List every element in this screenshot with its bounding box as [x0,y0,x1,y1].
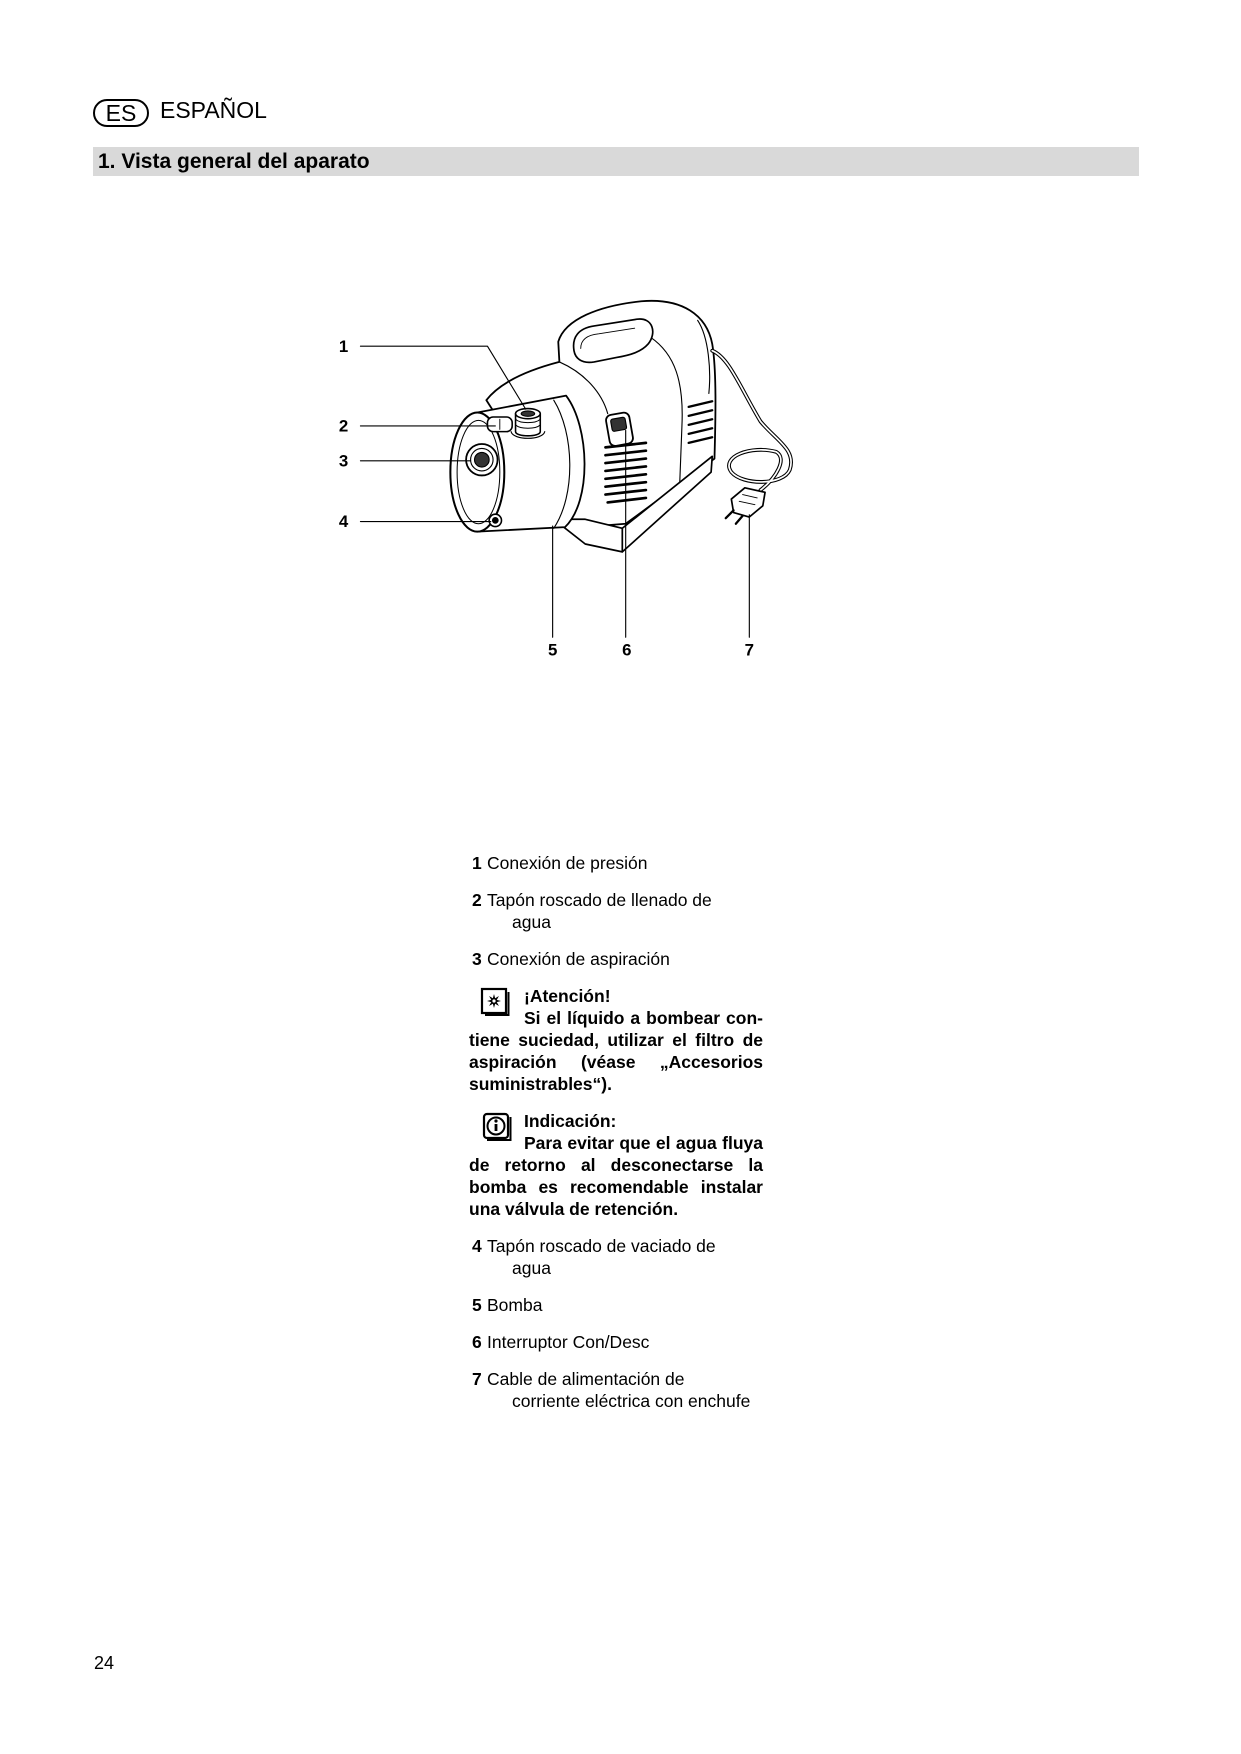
plug-pin [736,516,743,524]
callout-number-4: 4 [338,512,349,532]
legend-item [469,1368,763,1412]
legend-item-line [469,889,763,911]
legend-item-number: 6 [472,1332,482,1352]
legend-item-line [469,1331,763,1353]
legend-item-number: 2 [472,890,482,910]
section-heading-bar [93,147,1139,176]
legend-item-text: Conexión de aspiración [487,949,670,969]
fill-plug [487,417,512,432]
legend-item-text: Tapón roscado de vaciado de [487,1236,716,1256]
note-text-line: Para evitar que el agua fluya [524,1133,763,1153]
attention-notice [469,985,763,1095]
legend-item [469,889,763,933]
on-off-switch [605,412,634,447]
note-text-line: de retorno al desconectarse la [469,1155,763,1175]
pump-illustration [330,290,800,680]
drain-plug-center [493,518,499,524]
language-name: ESPAÑOL [160,97,267,123]
note-text-line: una válvula de retención. [469,1199,679,1219]
attention-text-line: suministrables“). [469,1074,612,1094]
legend-item-continuation: agua [512,1258,551,1278]
callout-number-2: 2 [338,416,349,436]
pressure-connection [511,409,545,439]
plug-pin [726,510,734,518]
legend-item-number: 1 [472,853,482,873]
legend-item-text: Bomba [487,1295,543,1315]
warning-icon [480,987,510,1017]
legend-item-line [469,852,763,874]
callout-number-3: 3 [338,451,349,471]
parts-legend [469,852,763,1412]
drain-plug [489,514,501,526]
attention-text-line: aspiración (véase „Accesorios [469,1052,763,1072]
legend-item [469,948,763,970]
callout-number-7: 7 [744,640,755,660]
legend-item-line [469,948,763,970]
legend-item-continuation: agua [512,912,551,932]
legend-item-line [469,1368,763,1390]
legend-item-number: 7 [472,1369,482,1389]
attention-heading: ¡Atención! [524,986,611,1006]
callout-number-1: 1 [338,336,349,356]
note-heading: Indicación: [524,1111,617,1131]
page-number: 24 [94,1653,115,1673]
note-notice [469,1110,763,1220]
plug-body [731,488,765,517]
warning-icon-center [492,999,495,1002]
legend-item-number: 4 [472,1236,482,1256]
legend-item [469,1331,763,1353]
callout-number-5: 5 [547,640,558,660]
power-plug [726,488,765,524]
power-cable-core [712,351,791,490]
section-title: 1. Vista general del aparato [98,150,370,173]
legend-item-text: Tapón roscado de llenado de [487,890,712,910]
language-code-badge: ES [93,99,149,127]
info-icon-dot [494,1119,497,1122]
suction-connection [466,444,497,475]
legend-item-number: 3 [472,949,482,969]
legend-item [469,1235,763,1279]
attention-text-line: Si el líquido a bombear con- [524,1008,763,1028]
legend-item-text: Interruptor Con/Desc [487,1332,650,1352]
legend-item [469,852,763,874]
attention-text-line: tiene suciedad, utilizar el filtro de [469,1030,763,1050]
pressure-nozzle-bore [521,411,534,416]
switch-rocker [610,417,627,432]
legend-item [469,1294,763,1316]
callout-number-6: 6 [622,640,632,660]
legend-item-text: Conexión de presión [487,853,648,873]
legend-item-line [469,1294,763,1316]
info-icon-stem [495,1124,498,1131]
legend-item-number: 5 [472,1295,482,1315]
info-icon [482,1112,512,1142]
legend-item-line [469,1235,763,1257]
legend-item-continuation: corriente eléctrica con enchufe [512,1391,751,1411]
note-text-line: bomba es recomendable instalar [469,1177,763,1197]
suction-port-bore [475,452,490,467]
legend-item-text: Cable de alimentación de [487,1369,685,1389]
